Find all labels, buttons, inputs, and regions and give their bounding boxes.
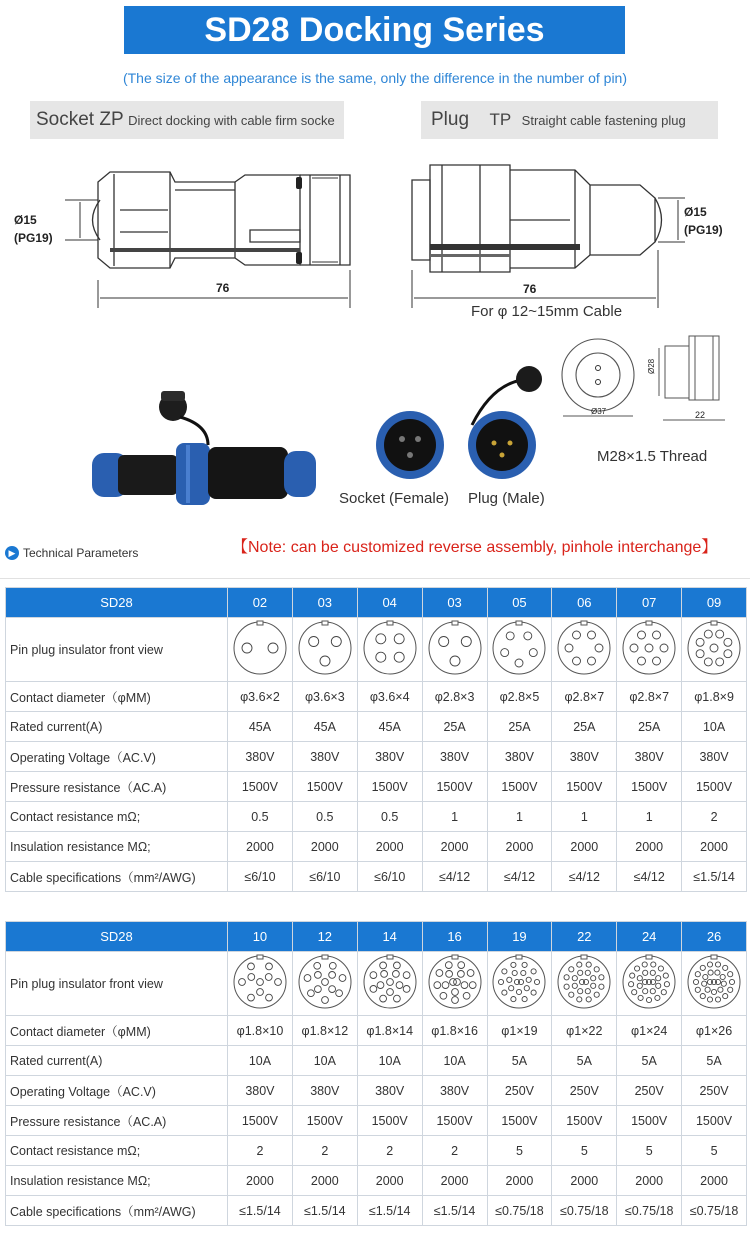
pin-face-icon	[490, 619, 548, 677]
socket-tag	[30, 101, 344, 139]
table-cell: 380V	[228, 742, 293, 772]
table-row	[6, 1076, 747, 1106]
pin-count-header: 19	[487, 922, 552, 952]
table-row	[6, 682, 747, 712]
table-cell: ≤1.5/14	[682, 862, 747, 892]
table-cell: 250V	[682, 1076, 747, 1106]
technical-parameters-label	[5, 546, 138, 560]
row-label: Contact diameter（φMM)	[6, 682, 228, 712]
table-cell: 1500V	[228, 772, 293, 802]
table-cell: 380V	[422, 742, 487, 772]
pin-face-icon	[685, 953, 743, 1011]
table-cell: 1500V	[422, 772, 487, 802]
table-cell: 1	[487, 802, 552, 832]
row-label: Pressure resistance（AC.A)	[6, 772, 228, 802]
table-cell: 380V	[487, 742, 552, 772]
table-header-row	[6, 588, 747, 618]
table-header-row	[6, 922, 747, 952]
table-row	[6, 952, 747, 1016]
table-cell: 25A	[422, 712, 487, 742]
table-cell: 1500V	[617, 1106, 682, 1136]
table-cell: φ2.8×7	[552, 682, 617, 712]
table-row	[6, 712, 747, 742]
pin-face-cell	[682, 952, 747, 1016]
table-cell: ≤0.75/18	[552, 1196, 617, 1226]
row-label: Pin plug insulator front view	[6, 618, 228, 682]
table-row	[6, 1016, 747, 1046]
table-cell: 1500V	[357, 1106, 422, 1136]
pin-face-icon	[361, 619, 419, 677]
table-cell: 380V	[292, 742, 357, 772]
pin-face-cell	[422, 618, 487, 682]
table-cell: ≤1.5/14	[357, 1196, 422, 1226]
table-cell: 380V	[422, 1076, 487, 1106]
plug-tag	[421, 101, 718, 139]
table-cell: 250V	[487, 1076, 552, 1106]
table-cell: φ1.8×16	[422, 1016, 487, 1046]
pin-face-cell	[552, 952, 617, 1016]
table-cell: 1500V	[617, 772, 682, 802]
table-row	[6, 862, 747, 892]
table-cell: 1500V	[682, 772, 747, 802]
table-cell: ≤0.75/18	[617, 1196, 682, 1226]
plug-tag-code: TP	[489, 110, 512, 129]
pin-count-header: 03	[292, 588, 357, 618]
pin-count-header: 16	[422, 922, 487, 952]
table-cell: 380V	[682, 742, 747, 772]
table-cell: ≤1.5/14	[292, 1196, 357, 1226]
technical-parameters-text: Technical Parameters	[23, 546, 139, 560]
thread-label: M28×1.5 Thread	[597, 448, 708, 465]
table-cell: 1500V	[552, 772, 617, 802]
table-cell: 1500V	[487, 772, 552, 802]
table-cell: 250V	[617, 1076, 682, 1106]
socket-tag-name: Socket ZP	[36, 109, 124, 130]
pin-face-cell	[617, 952, 682, 1016]
table-cell: 5A	[682, 1046, 747, 1076]
table-cell: 5	[682, 1136, 747, 1166]
table-cell: φ2.8×3	[422, 682, 487, 712]
plug-pg-label: (PG19)	[684, 223, 723, 237]
table-cell: 380V	[617, 742, 682, 772]
pin-count-header: 26	[682, 922, 747, 952]
table-cell: 5A	[552, 1046, 617, 1076]
table-cell: ≤6/10	[228, 862, 293, 892]
table-cell: 0.5	[357, 802, 422, 832]
table-cell: 380V	[357, 742, 422, 772]
pin-face-icon	[620, 619, 678, 677]
table-cell: 2000	[228, 832, 293, 862]
table-cell: 2000	[357, 832, 422, 862]
table-cell: 45A	[228, 712, 293, 742]
table-cell: 250V	[552, 1076, 617, 1106]
pin-face-cell	[552, 618, 617, 682]
pin-face-icon	[555, 619, 613, 677]
table-cell: ≤0.75/18	[682, 1196, 747, 1226]
table-cell: φ1.8×12	[292, 1016, 357, 1046]
table-row	[6, 802, 747, 832]
row-label: Rated current(A)	[6, 712, 228, 742]
page-subtitle: (The size of the appearance is the same, only the difference in the number of pin)	[122, 70, 628, 86]
table-cell: 1	[617, 802, 682, 832]
pin-face-icon	[685, 619, 743, 677]
table-cell: 2000	[552, 1166, 617, 1196]
row-label: Insulation resistance MΩ;	[6, 832, 228, 862]
row-label: Contact resistance mΩ;	[6, 1136, 228, 1166]
table-cell: 1500V	[682, 1106, 747, 1136]
divider	[0, 578, 750, 579]
plug-tag-name: Plug	[431, 109, 470, 130]
table-cell: ≤4/12	[487, 862, 552, 892]
table-cell: 2000	[292, 1166, 357, 1196]
plug-diameter-label: Ø15	[684, 205, 707, 219]
table-cell: ≤1.5/14	[422, 1196, 487, 1226]
table-cell: 380V	[552, 742, 617, 772]
table-cell: 2000	[682, 832, 747, 862]
face-diameter-28: Ø28	[647, 358, 656, 374]
table-cell: 0.5	[292, 802, 357, 832]
row-label: Cable specifications（mm²/AWG)	[6, 1196, 228, 1226]
table-cell: 5	[487, 1136, 552, 1166]
row-label: Operating Voltage（AC.V)	[6, 1076, 228, 1106]
table-row	[6, 1166, 747, 1196]
socket-pg-label: (PG19)	[14, 231, 53, 245]
customization-note: 【Note: can be customized reverse assembly, pinhole interchange】	[232, 539, 718, 556]
table-cell: 2000	[487, 832, 552, 862]
spec-table-1	[5, 587, 747, 892]
table-cell: ≤1.5/14	[228, 1196, 293, 1226]
table-cell: 380V	[228, 1076, 293, 1106]
face-dimension-drawing	[555, 330, 745, 430]
pin-face-cell	[487, 952, 552, 1016]
table-cell: ≤6/10	[292, 862, 357, 892]
pin-face-icon	[620, 953, 678, 1011]
table-cell: 1500V	[292, 1106, 357, 1136]
table-row	[6, 1196, 747, 1226]
table-cell: φ3.6×2	[228, 682, 293, 712]
row-label: Contact diameter（φMM)	[6, 1016, 228, 1046]
table-cell: 2000	[228, 1166, 293, 1196]
table-cell: ≤4/12	[552, 862, 617, 892]
plug-tag-desc: Straight cable fastening plug	[521, 113, 686, 128]
table-cell: 2000	[292, 832, 357, 862]
pin-count-header: 14	[357, 922, 422, 952]
pin-face-cell	[422, 952, 487, 1016]
pin-count-header: 02	[228, 588, 293, 618]
table-row	[6, 742, 747, 772]
table-cell: 2000	[357, 1166, 422, 1196]
face-diameter-37: Ø37	[591, 407, 607, 416]
table-cell: 2000	[682, 1166, 747, 1196]
table-cell: 1500V	[422, 1106, 487, 1136]
table-cell: φ1×22	[552, 1016, 617, 1046]
pin-count-header: 24	[617, 922, 682, 952]
table-cell: 2	[228, 1136, 293, 1166]
pin-face-cell	[682, 618, 747, 682]
table-cell: 10A	[682, 712, 747, 742]
table-cell: 25A	[487, 712, 552, 742]
table-cell: 1500V	[228, 1106, 293, 1136]
table-cell: 25A	[552, 712, 617, 742]
pin-face-icon	[296, 619, 354, 677]
cable-note: For φ 12~15mm Cable	[471, 303, 623, 320]
pin-face-cell	[357, 618, 422, 682]
pin-count-header: 05	[487, 588, 552, 618]
table-cell: 2000	[487, 1166, 552, 1196]
table-cell: φ3.6×3	[292, 682, 357, 712]
table-cell: 5A	[487, 1046, 552, 1076]
table-cell: 2	[357, 1136, 422, 1166]
table-cell: 5	[552, 1136, 617, 1166]
table-cell: φ2.8×5	[487, 682, 552, 712]
connector-photo-pair	[372, 365, 557, 490]
table-cell: 1500V	[487, 1106, 552, 1136]
table-cell: ≤6/10	[357, 862, 422, 892]
play-icon: ▶	[5, 546, 19, 560]
table-row	[6, 1046, 747, 1076]
table-cell: 10A	[292, 1046, 357, 1076]
table-cell: 2	[292, 1136, 357, 1166]
table-cell: 45A	[292, 712, 357, 742]
table-cell: 2000	[552, 832, 617, 862]
plug-male-caption: Plug (Male)	[468, 490, 545, 507]
pin-count-header: 12	[292, 922, 357, 952]
table-cell: 2000	[617, 832, 682, 862]
pin-face-cell	[228, 618, 293, 682]
table-cell: φ1×26	[682, 1016, 747, 1046]
row-label: Pressure resistance（AC.A)	[6, 1106, 228, 1136]
plug-length-label: 76	[523, 282, 537, 296]
table-cell: 380V	[292, 1076, 357, 1106]
table-cell: ≤4/12	[617, 862, 682, 892]
pin-face-icon	[231, 953, 289, 1011]
table-row	[6, 832, 747, 862]
pin-face-cell	[617, 618, 682, 682]
pin-count-header: 03	[422, 588, 487, 618]
table-cell: φ2.8×7	[617, 682, 682, 712]
table-row	[6, 618, 747, 682]
row-label: Operating Voltage（AC.V)	[6, 742, 228, 772]
table-cell: 5A	[617, 1046, 682, 1076]
pin-count-header: 06	[552, 588, 617, 618]
table-cell: 2	[682, 802, 747, 832]
table-cell: 25A	[617, 712, 682, 742]
pin-face-icon	[426, 619, 484, 677]
table-cell: 5	[617, 1136, 682, 1166]
pin-face-icon	[490, 953, 548, 1011]
pin-count-header: 10	[228, 922, 293, 952]
model-header: SD28	[6, 922, 228, 952]
pin-face-cell	[292, 618, 357, 682]
table-cell: φ1.8×9	[682, 682, 747, 712]
socket-female-caption: Socket (Female)	[339, 490, 450, 507]
pin-face-icon	[361, 953, 419, 1011]
table-cell: ≤0.75/18	[487, 1196, 552, 1226]
table-cell: 0.5	[228, 802, 293, 832]
pin-face-cell	[292, 952, 357, 1016]
row-label: Contact resistance mΩ;	[6, 802, 228, 832]
table-cell: φ1×19	[487, 1016, 552, 1046]
table-cell: 1500V	[357, 772, 422, 802]
row-label: Insulation resistance MΩ;	[6, 1166, 228, 1196]
socket-diameter-label: Ø15	[14, 213, 37, 227]
socket-tag-desc: Direct docking with cable firm socke	[128, 113, 335, 128]
table-row	[6, 1136, 747, 1166]
pin-count-header: 04	[357, 588, 422, 618]
table-cell: 2	[422, 1136, 487, 1166]
pin-face-cell	[228, 952, 293, 1016]
pin-face-cell	[487, 618, 552, 682]
table-cell: 1500V	[552, 1106, 617, 1136]
socket-dimension-drawing	[10, 160, 360, 320]
table-cell: φ3.6×4	[357, 682, 422, 712]
pin-face-icon	[555, 953, 613, 1011]
pin-face-icon	[426, 953, 484, 1011]
spec-table-2	[5, 921, 747, 1226]
pin-face-cell	[357, 952, 422, 1016]
table-cell: φ1.8×14	[357, 1016, 422, 1046]
table-row	[6, 772, 747, 802]
model-header: SD28	[6, 588, 228, 618]
table-cell: 1	[552, 802, 617, 832]
table-cell: 2000	[422, 832, 487, 862]
row-label: Cable specifications（mm²/AWG)	[6, 862, 228, 892]
pin-count-header: 22	[552, 922, 617, 952]
pin-face-icon	[296, 953, 354, 1011]
table-cell: 2000	[422, 1166, 487, 1196]
connector-photo-assembled	[88, 385, 328, 515]
socket-length-label: 76	[216, 281, 230, 295]
page-title: SD28 Docking Series	[124, 6, 625, 54]
table-cell: ≤4/12	[422, 862, 487, 892]
table-cell: 45A	[357, 712, 422, 742]
table-cell: φ1.8×10	[228, 1016, 293, 1046]
table-cell: 2000	[617, 1166, 682, 1196]
table-cell: 10A	[357, 1046, 422, 1076]
table-cell: 380V	[357, 1076, 422, 1106]
side-length-22: 22	[695, 410, 706, 420]
pin-face-icon	[231, 619, 289, 677]
row-label: Rated current(A)	[6, 1046, 228, 1076]
table-row	[6, 1106, 747, 1136]
table-cell: 10A	[422, 1046, 487, 1076]
table-cell: φ1×24	[617, 1016, 682, 1046]
table-cell: 1500V	[292, 772, 357, 802]
row-label: Pin plug insulator front view	[6, 952, 228, 1016]
table-cell: 1	[422, 802, 487, 832]
plug-dimension-drawing	[400, 160, 750, 320]
pin-count-header: 09	[682, 588, 747, 618]
pin-count-header: 07	[617, 588, 682, 618]
table-cell: 10A	[228, 1046, 293, 1076]
